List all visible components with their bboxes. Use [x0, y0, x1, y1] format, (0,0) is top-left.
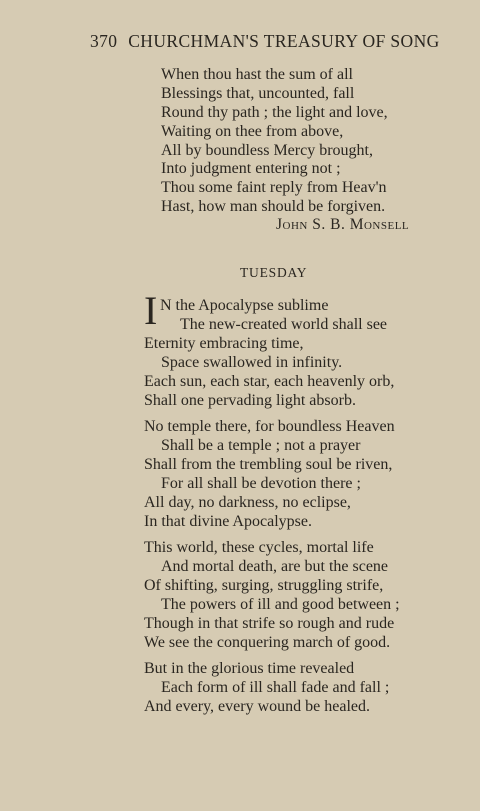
poem-line: All day, no darkness, no eclipse, [144, 494, 351, 511]
poem-line: Shall one pervading light absorb. [144, 392, 356, 409]
poem-attribution: John S. B. Monsell [276, 216, 410, 233]
poem-line: For all shall be devotion there ; [161, 475, 361, 492]
poem-line: Space swallowed in infinity. [161, 354, 343, 371]
poem-line: Shall be a temple ; not a prayer [161, 437, 361, 454]
poem-line: Each sun, each star, each heavenly orb, [144, 373, 395, 390]
poem-line: Of shifting, surging, struggling strife, [144, 577, 384, 594]
poem-line: But in the glorious time revealed [144, 660, 355, 677]
poem-line: Eternity embracing time, [144, 335, 304, 352]
poem-line: Round thy path ; the light and love, [161, 104, 388, 121]
poem-line: The new-created world shall see [180, 316, 388, 333]
poem-line: And every, every wound be healed. [144, 698, 370, 715]
poem-line: In that divine Apocalypse. [144, 513, 312, 530]
poem-line: When thou hast the sum of all [161, 66, 353, 83]
poem-line: The powers of ill and good between ; [161, 596, 400, 613]
drop-cap: I [144, 288, 158, 333]
poem-line: Hast, how man should be forgiven. [161, 198, 386, 215]
poem-line: And mortal death, are but the scene [161, 558, 389, 575]
poem-line: Each form of ill shall fade and fall ; [161, 679, 390, 696]
poem-title: TUESDAY [240, 265, 308, 280]
poem-line: Thou some faint reply from Heav'n [161, 179, 387, 196]
poem-line: N the Apocalypse sublime [160, 297, 329, 314]
page-number: 370 [90, 31, 118, 51]
poem-line: All by boundless Mercy brought, [161, 142, 373, 159]
poem-line: Though in that strife so rough and rude [144, 615, 395, 632]
running-title: CHURCHMAN'S TREASURY OF SONG [128, 31, 440, 51]
poem-line: We see the conquering march of good. [144, 634, 391, 651]
poem-line: No temple there, for boundless Heaven [144, 418, 395, 435]
poem-line: Into judgment entering not ; [161, 160, 341, 177]
poem-line: Blessings that, uncounted, fall [161, 85, 355, 102]
poem-line: Shall from the trembling soul be riven, [144, 456, 393, 473]
poem-line: This world, these cycles, mortal life [144, 539, 374, 556]
poem-line: Waiting on thee from above, [161, 123, 344, 140]
running-header [90, 31, 440, 52]
